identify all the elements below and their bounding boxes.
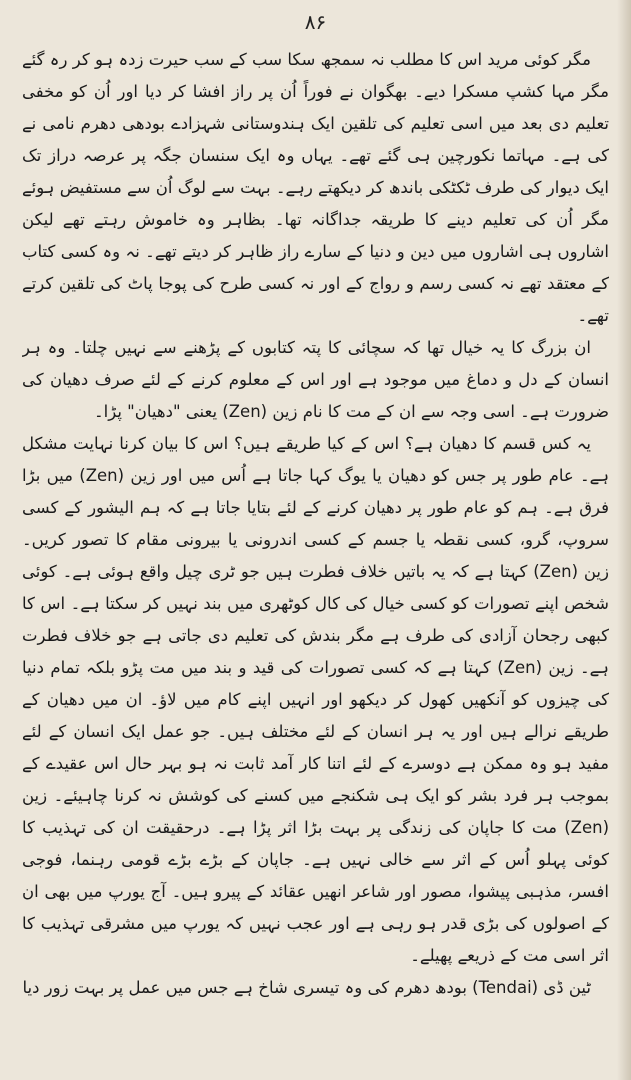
paragraph-4: ٹین ڈی (Tendai) بودھ دھرم کی وہ تیسری شاخ ہے جس میں عمل پر بہت زور دیا [22, 978, 591, 997]
page-body [22, 44, 609, 1072]
paragraph-3: یہ کس قسم کا دھیان ہے؟ اس کے کیا طریقے ہیں؟ اس کا بیان کرنا نہایت مشکل ہے۔ عام طور پر جس کو دھیان یا یوگ کہا جاتا ہے اُس میں اور زین (Zen) میں بڑا فرق ہے۔ ہم کو عام طور پر دھیان کرنے کے لئے بتایا جاتا ہے کہ ہم الیشور کے کسی سروپ، گرو، کسی نقطہ یا جسم کے کسی اندرونی یا بیرونی مقام کا تصور کریں۔ زین (Zen) کہتا ہے کہ یہ باتیں خلاف فطرت ہیں جو ٹری چیل واقع ہوئی ہے۔ کوئی شخص اپنے تصورات کو کسی خیال کی کال کوٹھری میں بند نہیں کر سکتا ہے۔ اس کا کبھی رجحان آزادی کی طرف ہے مگر بندش کی تعلیم دی جاتی ہے جو خلاف فطرت ہے۔ زین (Zen) کہتا ہے کہ کسی تصورات کی قید و بند میں مت پڑو بلکہ تمام دنیا کی چیزوں کو آنکھیں کھول کر دیکھو اور انہیں اپنے کام میں لاؤ۔ ان میں دھیان کے طریقے نرالے ہیں اور یہ ہر انسان کے لئے مختلف ہیں۔ جو عمل ایک انسان کے لئے مفید ہو وہ ممکن ہے دوسرے کے لئے اتنا کار آمد ثابت نہ ہو بہر حال اس عقیدے کے بموجب ہر فرد بشر کو ایک ہی شکنجے میں کسنے کی کوشش نہ کرنا چاہیئے۔ زین (Zen) مت کا جاپان کی زندگی پر بہت بڑا اثر پڑا ہے۔ درحقیقت ان کی تہذیب کا کوئی پہلو اُس کے اثر سے خالی نہیں ہے۔ جاپان کے بڑے بڑے قومی رہنما، فوجی افسر، مذہبی پیشوا، مصور اور شاعر انھیں عقائد کے پیرو ہیں۔ آج یورپ میں بھی ان کے اصولوں کی بڑی قدر ہو رہی ہے اور عجب نہیں کہ یورپ میں مشرقی تہذیب کا اثر اسی مت کے ذریعے پھیلے۔ [22, 434, 609, 965]
paragraph-1: مگر کوئی مرید اس کا مطلب نہ سمجھ سکا سب کے سب حیرت زدہ ہو کر رہ گئے مگر مہا کشپ مسکرا دیے۔ بھگوان نے فوراً اُن پر راز افشا کر دیا اور اُن کو مخفی تعلیم دی بعد میں اسی تعلیم کی تلقین ایک ہندوستانی شہزادے بودھی دھرم نامی نے کی ہے۔ مہاتما نکورچین ہی گئے تھے۔ یہاں وہ ایک سنسان جگہ پر عرصہ دراز تک ایک دیوار کی طرف ٹکٹکی باندھ کر دیکھتے رہے۔ بہت سے لوگ اُن سے مستفیض ہوئے مگر اُن کی تعلیم دینے کا طریقہ جداگانہ تھا۔ بظاہر وہ خاموش رہتے تھے لیکن اشاروں ہی اشاروں میں دین و دنیا کے سارے راز ظاہر کر دیتے تھے۔ نہ وہ کسی کتاب کے معتقد تھے نہ کسی رسم و رواج کے اور نہ کسی طرح کی پوجا پاٹ کی تلقین کرتے تھے۔ [22, 50, 609, 325]
page-gutter-shadow [617, 0, 631, 1080]
paragraph-2: ان بزرگ کا یہ خیال تھا کہ سچائی کا پتہ کتابوں کے پڑھنے سے نہیں چلتا۔ وہ ہر انسان کے دل و دماغ میں موجود ہے اور اس کے معلوم کرنے کے لئے صرف دھیان کی ضرورت ہے۔ اسی وجہ سے ان کے مت کا نام زین (Zen) یعنی "دھیان" پڑا۔ [22, 338, 609, 421]
page-number: ۸۶ [304, 10, 327, 34]
